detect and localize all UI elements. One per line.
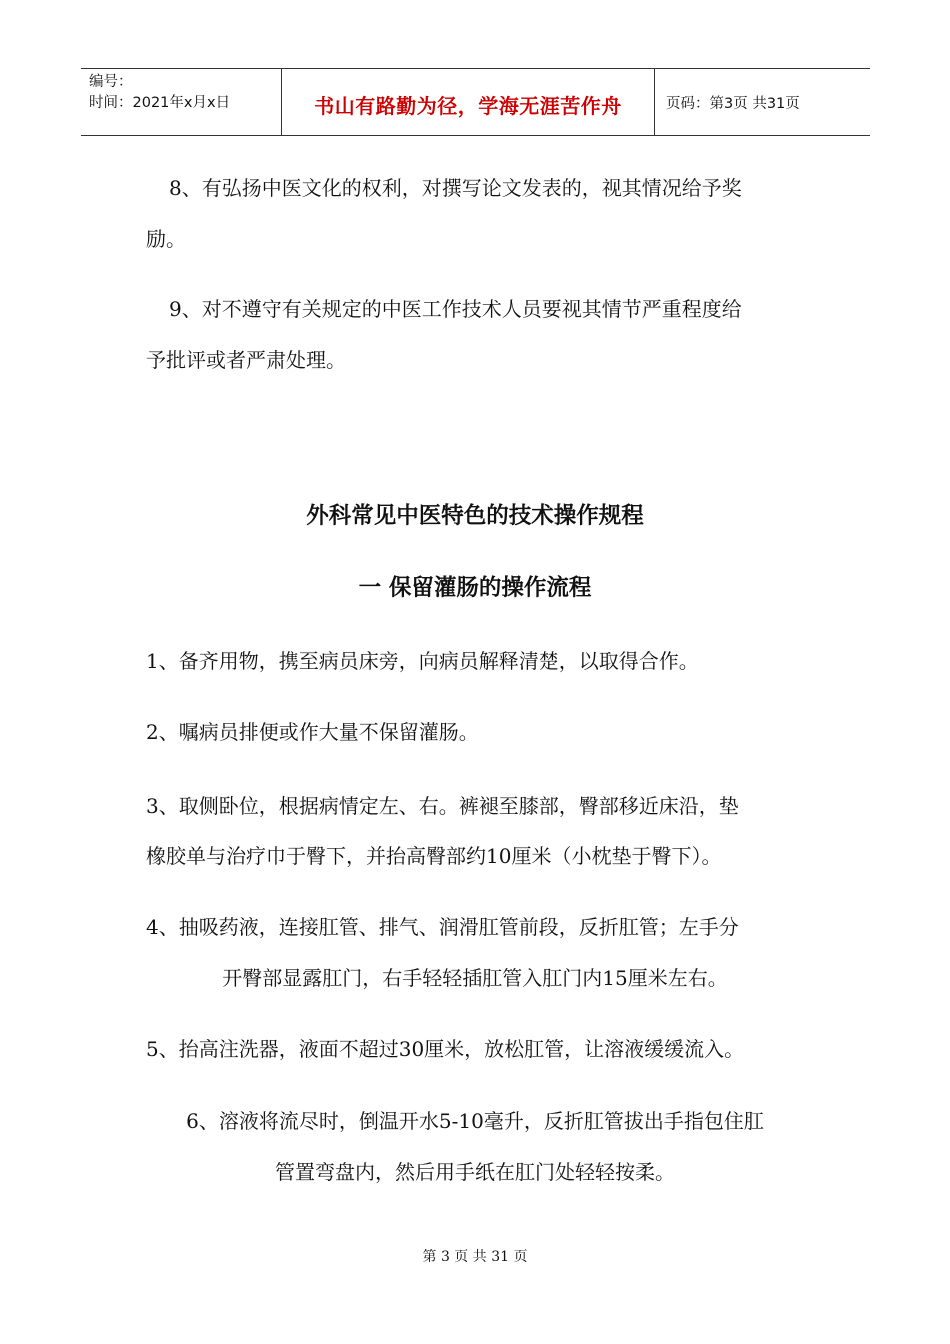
section-title: 外科常见中医特色的技术操作规程 [306,503,644,529]
step-4-line-2: 开臀部显露肛门，右手轻轻插肛管入肛门内15厘米左右。 [222,966,728,990]
item-9-line-1: 9、对不遵守有关规定的中医工作技术人员要视其情节严重程度给 [169,297,742,321]
section-subtitle: 一 保留灌肠的操作流程 [358,575,592,601]
step-3-line-2: 橡胶单与治疗巾于臀下，并抬高臀部约10厘米（小枕垫于臀下）。 [146,844,722,868]
page-footer: 第 3 页 共 31 页 [422,1249,528,1265]
document-header [81,68,870,136]
step-5: 5、抬高注洗器，液面不超过30厘米，放松肛管，让溶液缓缓流入。 [146,1037,745,1061]
item-9-line-2: 予批评或者严肃处理。 [146,348,346,372]
header-page-info: 页码：第3页 共31页 [666,95,800,112]
item-8-line-1: 8、有弘扬中医文化的权利，对撰写论文发表的，视其情况给予奖 [169,176,742,200]
header-meta-cell [81,69,282,135]
step-2: 2、嘱病员排便或作大量不保留灌肠。 [146,720,479,744]
step-6-line-1: 6、溶液将流尽时，倒温开水5-10毫升，反折肛管拔出手指包住肛 [186,1109,764,1133]
step-4-line-1: 4、抽吸药液，连接肛管、排气、润滑肛管前段，反折肛管；左手分 [146,915,739,939]
document-number-label: 编号： [89,74,133,90]
step-3-line-1: 3、取侧卧位，根据病情定左、右。裤褪至膝部，臀部移近床沿，垫 [146,794,739,818]
step-1: 1、备齐用物，携至病员床旁，向病员解释清楚，以取得合作。 [146,649,699,673]
item-8-line-2: 励。 [146,227,186,251]
step-6-line-2: 管置弯盘内，然后用手纸在肛门处轻轻按柔。 [275,1160,675,1184]
document-time-label: 时间：2021年x月x日 [89,95,231,111]
header-motto: 书山有路勤为径，学海无涯苦作舟 [282,69,655,135]
